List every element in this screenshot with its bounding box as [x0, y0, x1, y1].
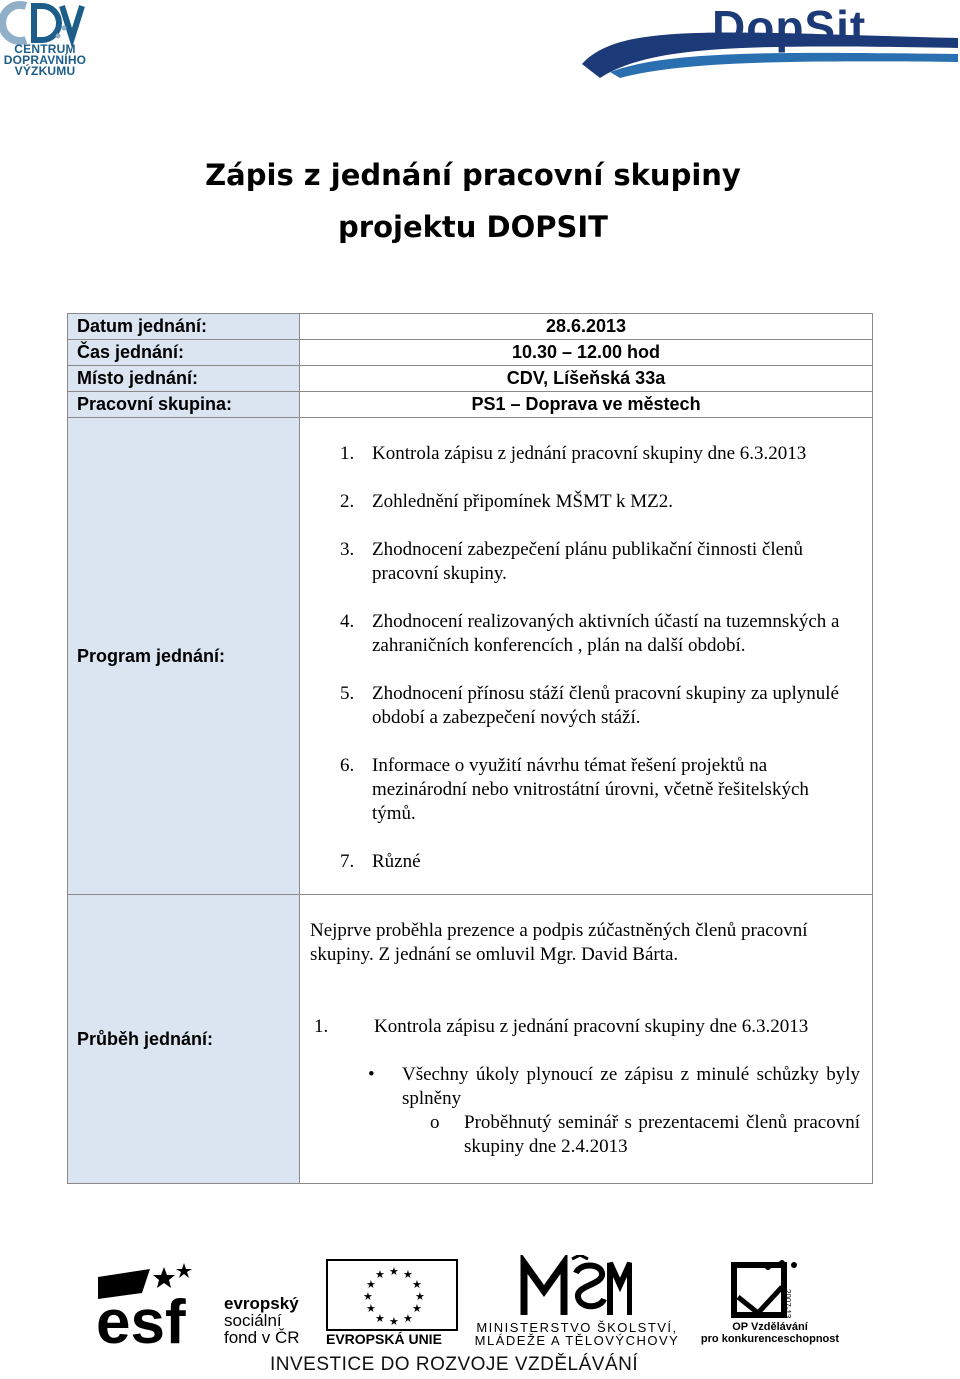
info-row [68, 366, 873, 392]
sub-bullet-item: o Proběhnutý seminář s prezentacemi členů pracovní skupiny dne 2.4.2013 [430, 1112, 860, 1157]
svg-text:★: ★ [415, 1291, 425, 1303]
svg-text:esf: esf [96, 1288, 186, 1345]
progress-row [68, 895, 873, 1184]
svg-text:★: ★ [366, 1279, 376, 1291]
svg-text:★: ★ [375, 1313, 385, 1325]
list-item: 1. Kontrola zápisu z jednání pracovní skupiny dne 6.3.2013 [340, 443, 807, 464]
time-value: 10.30 – 12.00 hod [300, 340, 873, 366]
document-subtitle: projektu DOPSIT [338, 210, 608, 244]
minutes-table [67, 313, 873, 1184]
footer-slogan: INVESTICE DO ROZVOJE VZDĚLÁVÁNÍ [270, 1354, 639, 1375]
svg-text:★: ★ [366, 1303, 376, 1315]
agenda-point: 1. Kontrola zápisu z jednání pracovní skupiny dne 6.3.2013 [314, 1016, 809, 1037]
program-list [300, 418, 872, 894]
list-item: 5. Zhodnocení přínosu stáží členů pracovní skupiny za uplynulé období a zabezpečení nových stáží. [340, 683, 839, 728]
list-item: 6. Informace o využití návrhu témat řešení projektů na mezinárodní nebo vnitrostátní úrovni, včetně řešitelských týmů. [340, 755, 809, 824]
bullet-icon: • [368, 1064, 375, 1085]
date-value: 28.6.2013 [300, 314, 873, 340]
svg-text:★: ★ [412, 1279, 422, 1291]
intro-paragraph: Nejprve proběhla prezence a podpis zúčastněných členů pracovní skupiny. Z jednání se omluvil Mgr. David Bárta. [310, 920, 808, 965]
eu-stars-icon [328, 1261, 456, 1329]
op-text: OP Vzdělávání pro konkurenceschopnost [700, 1321, 840, 1345]
list-item: 4. Zhodnocení realizovaných aktivních účastí na tuzemnských a zahraničních konferencích , plán na další období. [340, 611, 840, 656]
dopsit-logo-text: DopSit [712, 1, 867, 53]
svg-text:★: ★ [403, 1269, 413, 1281]
group-value: PS1 – Doprava ve městech [300, 392, 873, 418]
sub-bullet-marker: o [430, 1112, 440, 1133]
eu-flag [326, 1259, 458, 1331]
eu-text: EVROPSKÁ UNIE [326, 1331, 442, 1347]
info-row [68, 392, 873, 418]
msmt-logo-icon [520, 1255, 632, 1319]
program-cell [300, 418, 873, 895]
time-label: Čas jednání: [68, 340, 300, 366]
program-label: Program jednání: [68, 418, 300, 895]
progress-cell [300, 895, 873, 1184]
svg-text:★: ★ [375, 1269, 385, 1281]
program-row [68, 418, 873, 895]
progress-label: Průběh jednání: [68, 895, 300, 1184]
list-item: 3. Zhodnocení zabezpečení plánu publikační činnosti členů pracovní skupiny. [340, 539, 804, 584]
place-value: CDV, Líšeňská 33a [300, 366, 873, 392]
list-item: 2. Zohlednění připomínek MŠMT k MZ2. [340, 491, 673, 512]
bullet-item: • Všechny úkoly plynoucí ze zápisu z minulé schůzky byly splněny [368, 1064, 860, 1109]
msmt-text: MINISTERSTVO ŠKOLSTVÍ, MLÁDEŽE A TĚLOVÝCHOVY [474, 1320, 680, 1348]
esf-text: evropský sociální fond v ČR [224, 1294, 300, 1347]
svg-text:★: ★ [363, 1291, 373, 1303]
svg-text:★: ★ [389, 1316, 399, 1328]
group-label: Pracovní skupina: [68, 392, 300, 418]
svg-text:★: ★ [389, 1266, 399, 1278]
info-row [68, 340, 873, 366]
svg-text:★: ★ [403, 1313, 413, 1325]
date-label: Datum jednání: [68, 314, 300, 340]
place-label: Místo jednání: [68, 366, 300, 392]
info-row [68, 314, 873, 340]
op-years: 2007-13 [783, 1289, 792, 1319]
document-title: Zápis z jednání pracovní skupiny [205, 158, 741, 192]
esf-logo-icon [94, 1259, 220, 1345]
progress-content [300, 895, 872, 1183]
cdv-logo-text: CENTRUM DOPRAVNÍHO VÝZKUMU [3, 42, 87, 78]
op-logo-icon [728, 1257, 818, 1321]
svg-text:★: ★ [412, 1303, 422, 1315]
list-item: 7. Různé [340, 851, 421, 872]
